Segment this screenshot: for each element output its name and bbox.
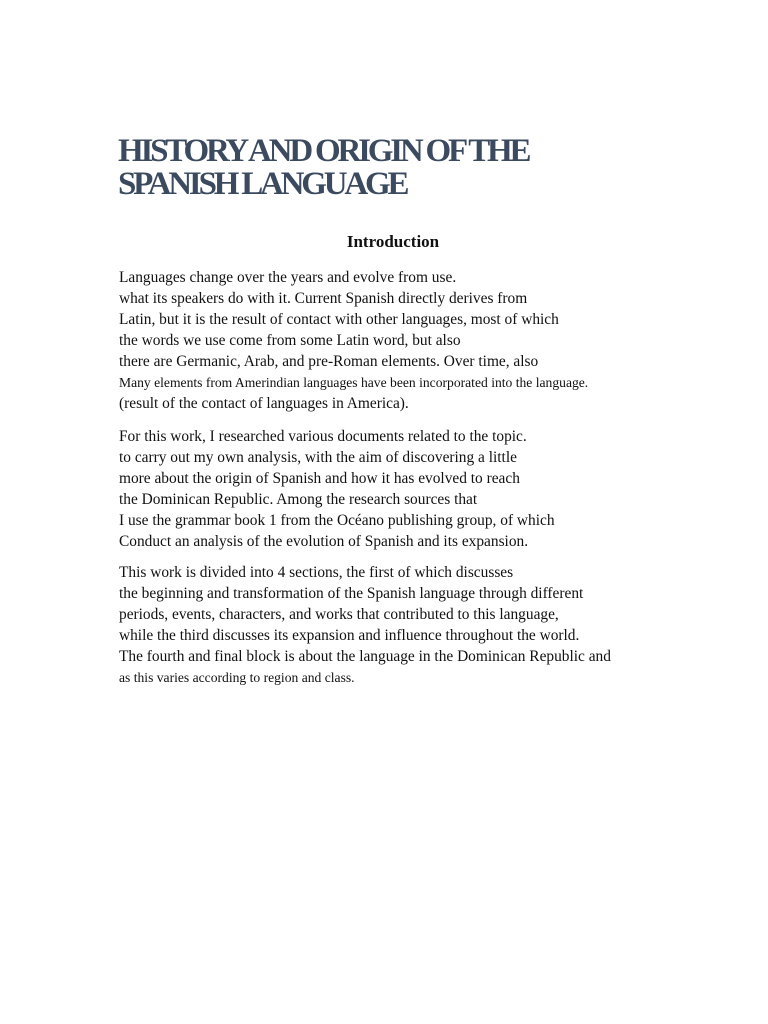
text-line: to carry out my own analysis, with the aim of discovering a little	[119, 449, 517, 466]
paragraph	[119, 562, 719, 688]
section-heading: Introduction	[346, 232, 440, 251]
text-line: Conduct an analysis of the evolution of Spanish and its expansion.	[119, 533, 529, 550]
text-line: I use the grammar book 1 from the Océano publishing group, of which	[119, 512, 555, 529]
text-line: (result of the contact of languages in America).	[119, 395, 409, 412]
text-line: periods, events, characters, and works that contributed to this language,	[119, 606, 559, 623]
text-line: as this varies according to region and class.	[119, 670, 355, 685]
text-line: there are Germanic, Arab, and pre-Roman elements. Over time, also	[119, 353, 539, 370]
text-line: the words we use come from some Latin word, but also	[119, 332, 461, 349]
text-line: The fourth and final block is about the language in the Dominican Republic and	[119, 648, 611, 665]
text-line: the beginning and transformation of the Spanish language through different	[119, 585, 584, 602]
title-line: SPANISH LANGUAGE	[118, 166, 407, 202]
title-line: HISTORY AND ORIGIN OF THE	[118, 133, 529, 169]
paragraph	[119, 267, 719, 414]
text-line: what its speakers do with it. Current Spanish directly derives from	[119, 290, 528, 307]
text-line: For this work, I researched various documents related to the topic.	[119, 428, 527, 445]
text-line: Languages change over the years and evolve from use.	[119, 269, 457, 286]
text-line: This work is divided into 4 sections, the first of which discusses	[119, 564, 514, 581]
text-line: Many elements from Amerindian languages have been incorporated into the language.	[119, 375, 589, 390]
text-line: Latin, but it is the result of contact with other languages, most of which	[119, 311, 559, 328]
text-line: the Dominican Republic. Among the research sources that	[119, 491, 478, 508]
text-line: while the third discusses its expansion and influence throughout the world.	[119, 627, 580, 644]
text-line: more about the origin of Spanish and how it has evolved to reach	[119, 470, 520, 487]
paragraph	[119, 426, 719, 552]
document-title	[118, 135, 738, 201]
